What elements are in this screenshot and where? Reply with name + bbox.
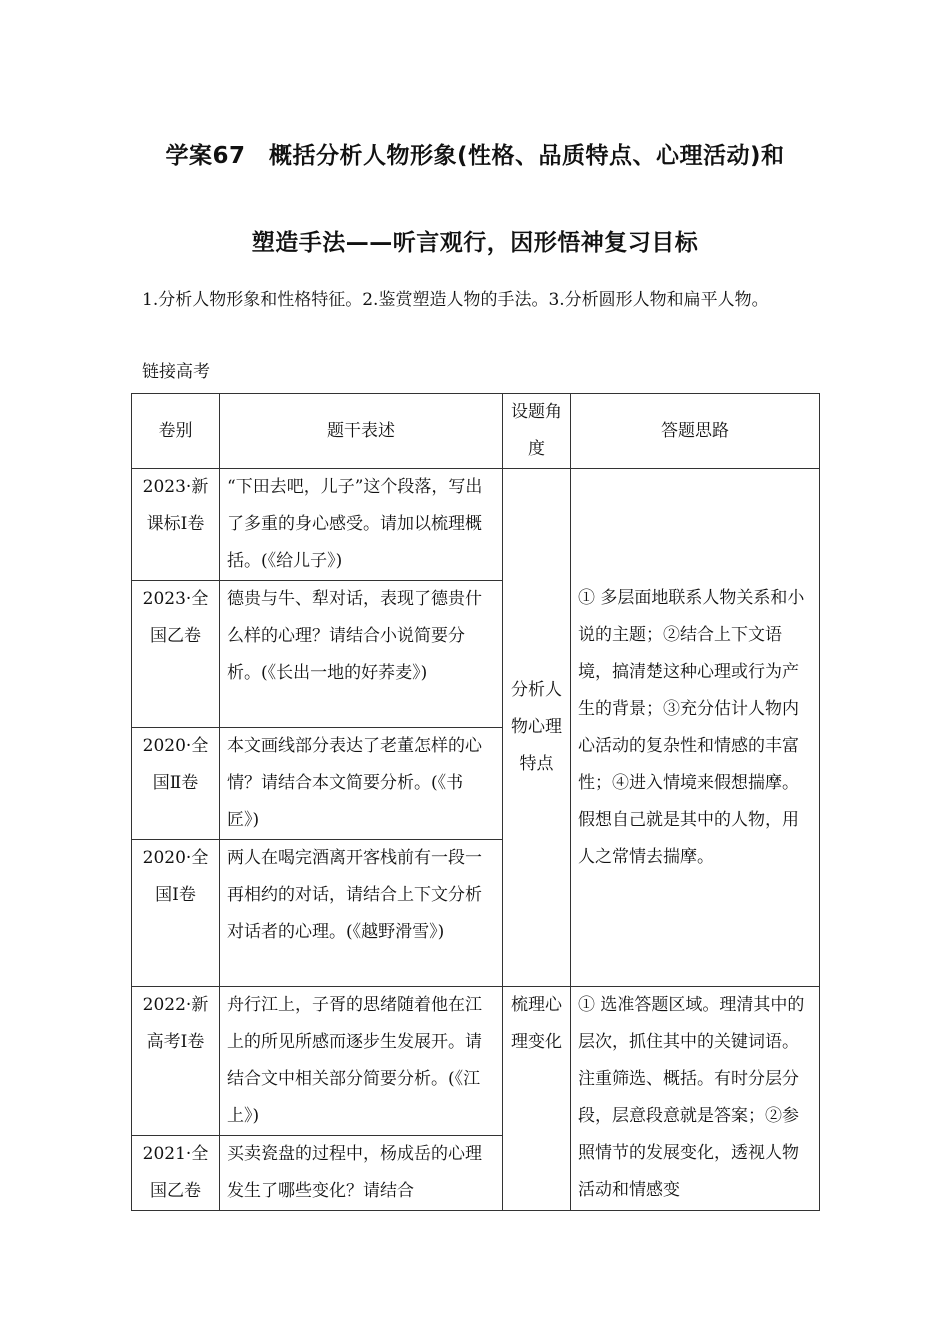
header-angle: 设题角度 bbox=[503, 394, 571, 469]
page-title-line-1: 学案67 概括分析人物形象(性格、品质特点、心理活动)和 bbox=[165, 143, 785, 169]
header-approach: 答题思路 bbox=[571, 394, 820, 469]
cell-stem: 本文画线部分表达了老董怎样的心情？请结合本文简要分析。(《书匠》) bbox=[220, 728, 503, 840]
review-goals: 1.分析人物形象和性格特征。2.鉴赏塑造人物的手法。3.分析圆形人物和扁平人物。 bbox=[142, 290, 769, 310]
cell-approach-group-1: ① 多层面地联系人物关系和小说的主题；②结合上下文语境，搞清楚这种心理或行为产生的背景；③充分估计人物内心活动的复杂性和情感的丰富性；④进入情境来假想揣摩。假想自己就是其中的人物，用人之常情去揣摩。 bbox=[571, 469, 820, 987]
cell-stem: “下田去吧，儿子”这个段落，写出了多重的身心感受。请加以梳理概括。(《给儿子》) bbox=[220, 469, 503, 581]
cell-volume: 2020·全国Ⅱ卷 bbox=[132, 728, 220, 840]
table-row bbox=[132, 987, 820, 1136]
cell-stem: 舟行江上，子胥的思绪随着他在江上的所见所感而逐步生发展开。请结合文中相关部分简要分析。(《江上》) bbox=[220, 987, 503, 1136]
cell-volume: 2023·全国乙卷 bbox=[132, 581, 220, 728]
cell-approach-group-2: ① 选准答题区域。理清其中的层次，抓住其中的关键词语。注重筛选、概括。有时分层分段，层意段意就是答案；②参照情节的发展变化，透视人物活动和情感变 bbox=[571, 987, 820, 1211]
cell-volume: 2021·全国乙卷 bbox=[132, 1136, 220, 1211]
cell-stem: 两人在喝完酒离开客栈前有一段一再相约的对话，请结合上下文分析对话者的心理。(《越野滑雪》) bbox=[220, 840, 503, 987]
section-label-link-gaokao: 链接高考 bbox=[142, 362, 210, 382]
cell-angle-group-1: 分析人物心理特点 bbox=[503, 469, 571, 987]
header-volume: 卷别 bbox=[132, 394, 220, 469]
table-row bbox=[132, 469, 820, 581]
cell-volume: 2020·全国Ⅰ卷 bbox=[132, 840, 220, 987]
table-header-row bbox=[132, 394, 820, 469]
cell-volume: 2023·新课标Ⅰ卷 bbox=[132, 469, 220, 581]
gaokao-question-table bbox=[131, 393, 820, 1211]
page-title-line-2: 塑造手法——听言观行，因形悟神复习目标 bbox=[251, 230, 699, 256]
header-stem: 题干表述 bbox=[220, 394, 503, 469]
cell-volume: 2022·新高考Ⅰ卷 bbox=[132, 987, 220, 1136]
cell-stem: 买卖瓷盘的过程中，杨成岳的心理发生了哪些变化？请结合 bbox=[220, 1136, 503, 1211]
cell-stem: 德贵与牛、犁对话，表现了德贵什么样的心理？请结合小说简要分析。(《长出一地的好荞麦》) bbox=[220, 581, 503, 728]
cell-angle-group-2: 梳理心理变化 bbox=[503, 987, 571, 1211]
